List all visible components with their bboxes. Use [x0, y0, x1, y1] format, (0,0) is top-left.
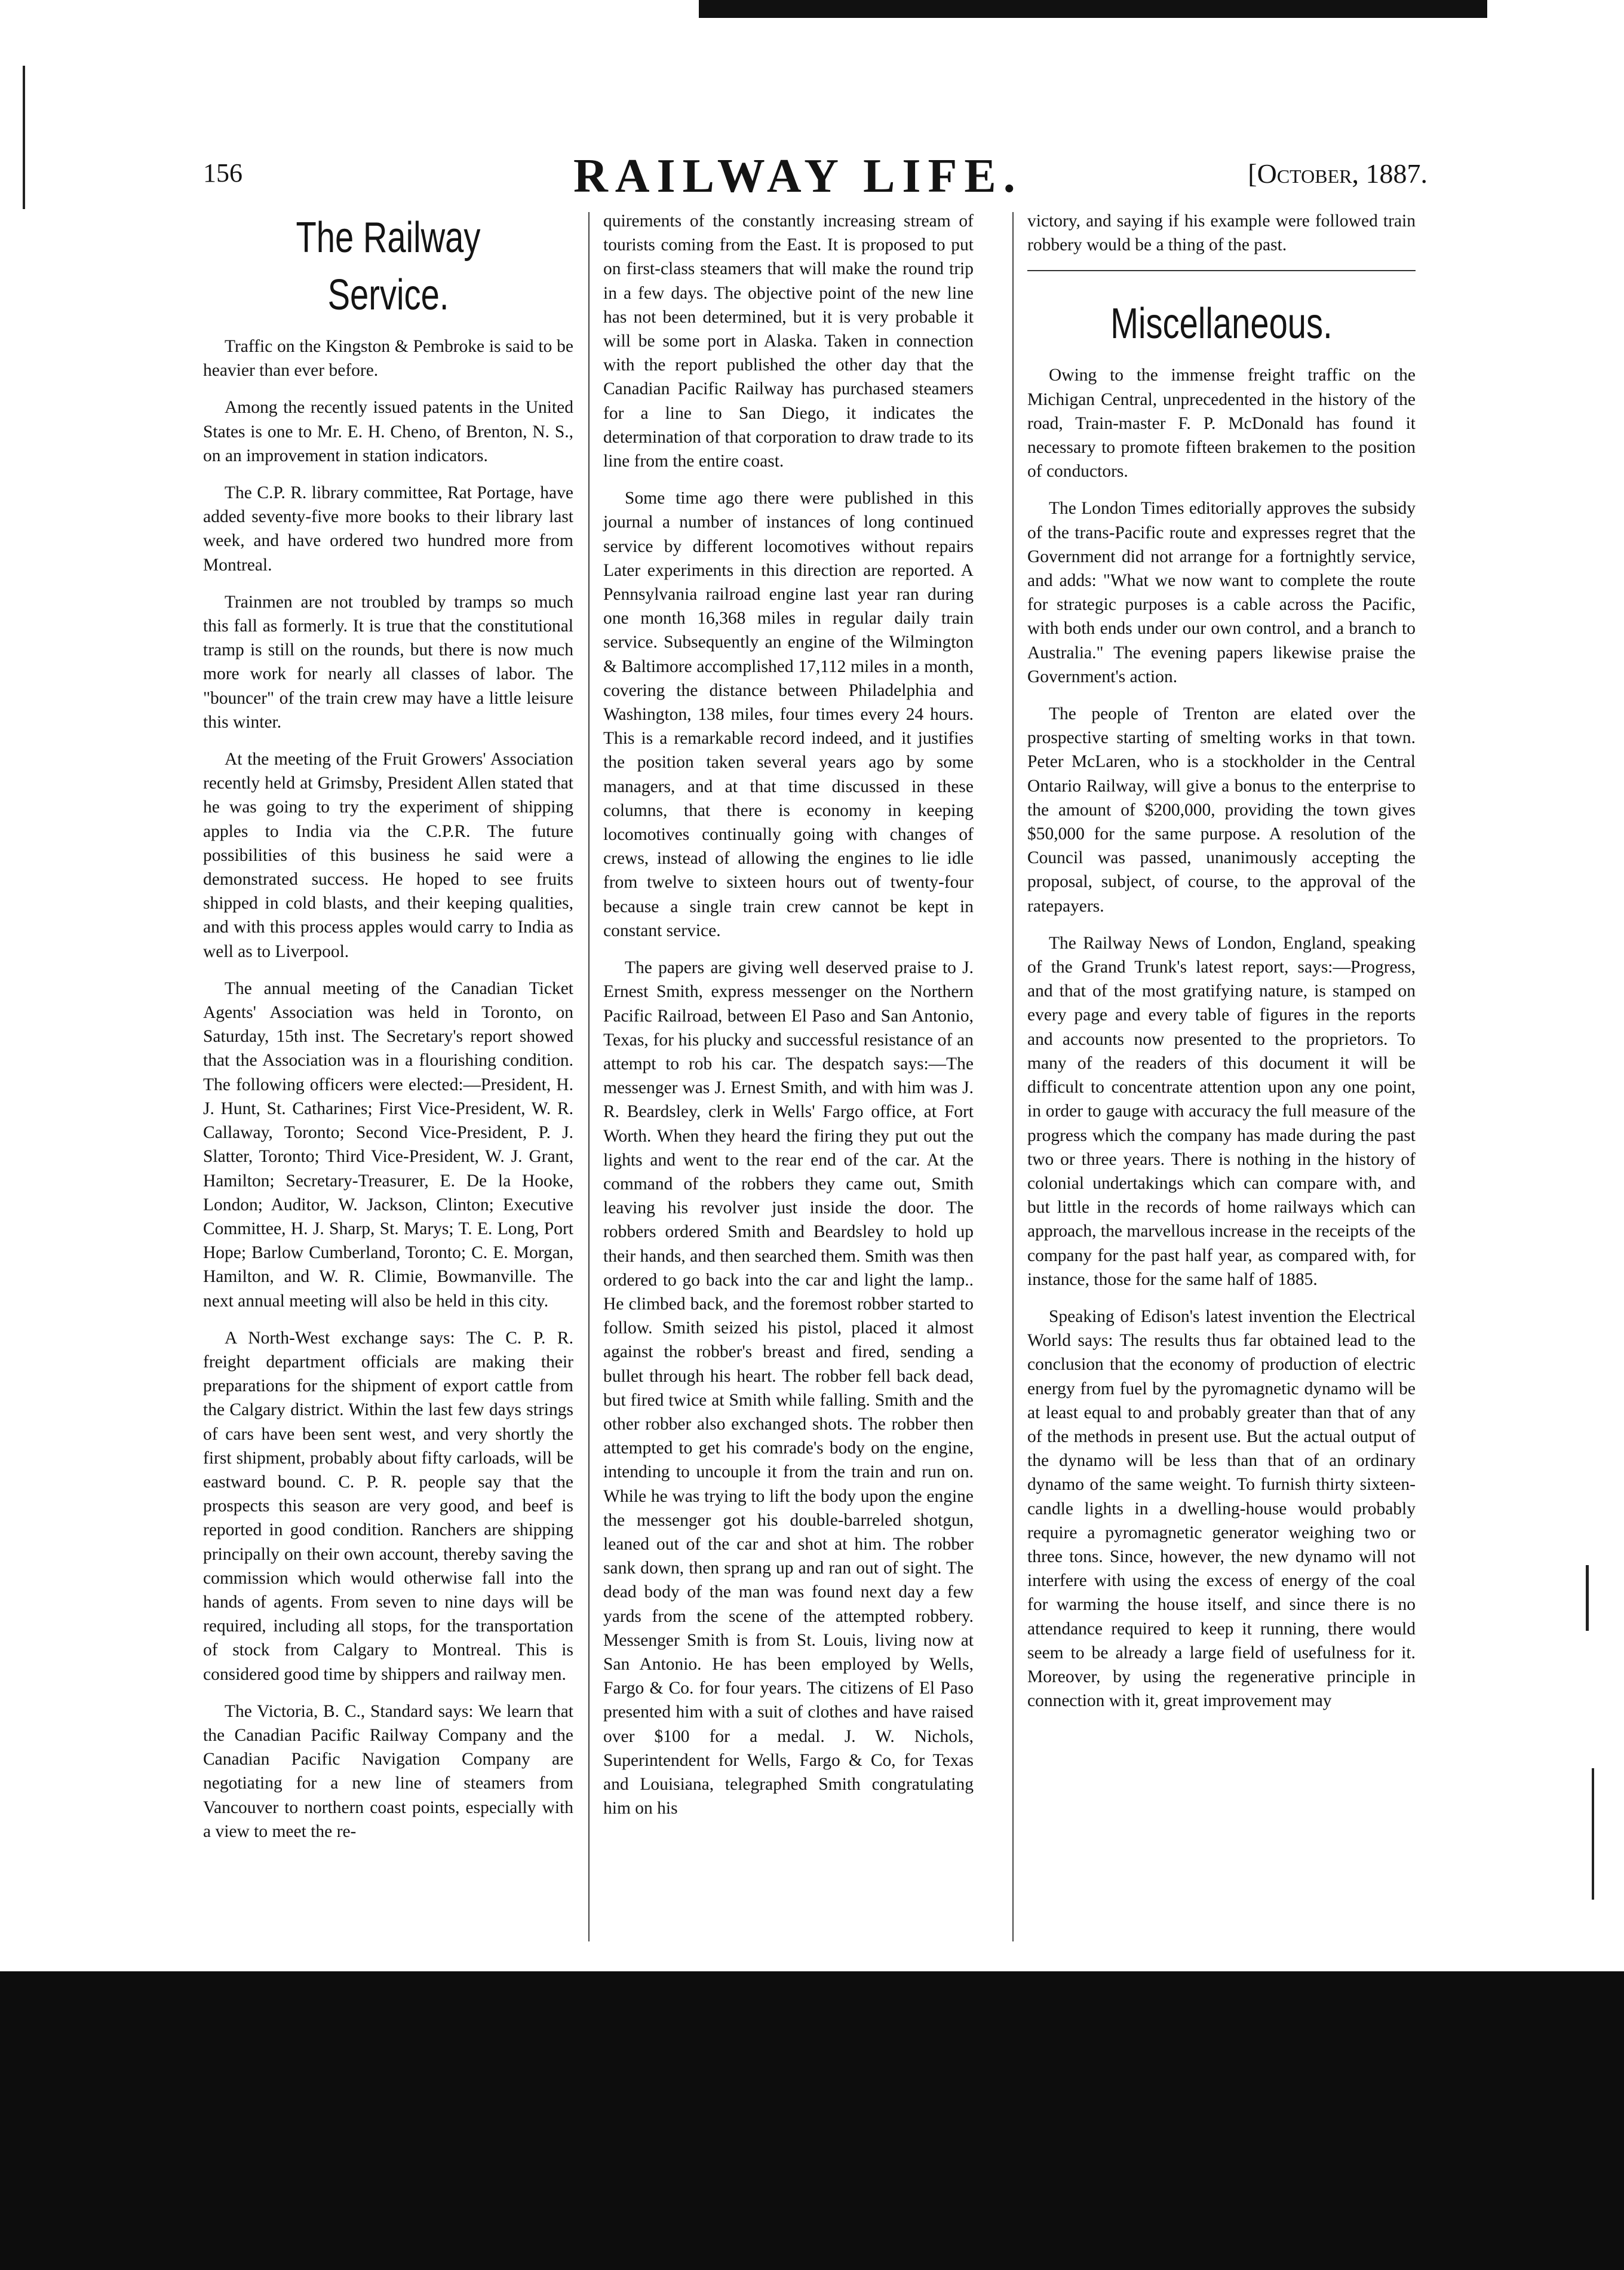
column-2 [603, 209, 974, 1833]
masthead: RAILWAY LIFE. [573, 150, 1023, 203]
paragraph: At the meeting of the Fruit Growers' Association recently held at Grimsby, President Allen stated that he was going to try the experiment of shipping apples to India via the C.P.R. The future possibilities of this business he said were a demonstrated success. He hoped to see fruits shipped in cold blasts, and their keeping qualities, and with this process apples would carry to India as well as to Liverpool. [203, 750, 573, 961]
scan-edge-mark [1586, 1565, 1589, 1631]
scan-edge-mark [1592, 1768, 1594, 1900]
column-rule [588, 212, 590, 1941]
paragraph: Some time ago there were published in this journal a number of instances of long continued service by different locomotives without repairs Later experiments in this direction are reported. A Pennsylvania railroad engine last year ran during one month 16,368 miles in regular daily train service. Subsequently an engine of the Wilmington & Baltimore accomplished 17,112 miles in a month, covering the distance between Philadelphia and Washington, 138 miles, four times every 24 hours. This is a remarkable record indeed, and it justifies the position taken several years ago by some managers, and at that time discussed in these columns, that there is economy in keeping locomotives continually going with changes of crews, instead of allowing the engines to lie idle from twelve to sixteen hours out of twenty-four because a single train crew cannot be kept in constant service. [603, 489, 974, 940]
section-divider [1027, 270, 1416, 271]
paragraph: The C.P. R. library committee, Rat Portage, have added seventy-five more books to their library last week, and have ordered two hundred more from Montreal. [203, 483, 573, 575]
paragraph: The Railway News of London, England, speaking of the Grand Trunk's latest report, says:—Progress, and that of the most gratifying nature, is stamped on every page and every table of figures in the reports and accounts now presented to the proprietors. To many of the readers of this document it will be difficult to concentrate attention upon any one point, in order to gauge with accuracy the full measure of the progress which the company has made during the past two or three years. There is nothing in the history of colonial undertakings which can compare with, and but little in the records of home railways which can approach, the marvellous increase in the receipts of the company for the past half year, as compared with, for instance, those for the same half of 1885. [1027, 933, 1416, 1289]
paragraph: Trainmen are not troubled by tramps so much this fall as formerly. It is true that the constitutional tramp is still on the rounds, but there is now much more work for nearly all classes of labor. The "bouncer" of the train crew may have a little leisure this winter. [203, 592, 573, 732]
column-1 [203, 209, 573, 1857]
paragraph: victory, and saying if his example were followed train robbery would be a thing of the past. [1027, 211, 1416, 255]
paragraph: quirements of the constantly increasing stream of tourists coming from the East. It is proposed to put on first-class steamers that will make the round trip in a few days. The objective point of the new line has not been determined, but it is very probable it will be some port in Alaska. Taken in connection with the report published the other day that the Canadian Pacific Railway has purchased steamers for a line to San Diego, it indicates the determination of that corporation to draw trade to its line from the entire coast. [603, 211, 974, 471]
running-head [203, 149, 1427, 203]
paragraph: The people of Trenton are elated over the prospective starting of smelting works in that town. Peter McLaren, who is a stockholder in the Central Ontario Railway, will give a bonus to the enterprise to the amount of $200,000, providing the town gives $50,000 for the same purpose. A resolution of the Council was passed, unanimously accepting the proposal, subject, of course, to the approval of the ratepayers. [1027, 704, 1416, 916]
paragraph: The Victoria, B. C., Standard says: We learn that the Canadian Pacific Railway Company and the Canadian Pacific Navigation Company are negotiating for a new line of steamers from Vancouver to northern coast points, especially with a view to meet the re- [203, 1701, 573, 1841]
section-title: The Railway Service. [296, 214, 481, 319]
scan-border-top [699, 0, 1487, 18]
paragraph: The London Times editorially approves the subsidy of the trans-Pacific route and expresses regret that the Government did not arrange for a fortnightly service, and adds: "What we now want to complete the route for strategic purposes is a cable across the Pacific, with both ends under our own control, and a branch to Australia." The evening papers likewise praise the Government's action. [1027, 499, 1416, 686]
page-number: 156 [203, 158, 242, 188]
paragraph: Among the recently issued patents in the United States is one to Mr. E. H. Cheno, of Brenton, N. S., on an improvement in station indicators. [203, 398, 573, 465]
issue-date: [October, 1887. [1248, 158, 1427, 189]
paragraph: Speaking of Edison's latest invention the Electrical World says: The results thus far obtained lead to the conclusion that the economy of production of electric energy from fuel by the pyromagnetic dynamo will be at least equal to and probably greater than that of any of the methods in present use. But the actual output of the dynamo will be less than that of an ordinary dynamo of the same weight. To furnish thirty sixteen-candle lights in a dwelling-house would probably require a pyromagnetic generator weighing two or three tons. Since, however, the new dynamo will not interfere with using the excess of energy of the coal for warming the house itself, and since there is no attendance required to keep it running, there would seem to be already a large field of usefulness for it. Moreover, by using the regenerative principle in connection with it, great improvement may [1027, 1306, 1416, 1711]
section-title: Miscellaneous. [1110, 300, 1333, 348]
scan-edge-mark [23, 66, 25, 209]
paragraph: The annual meeting of the Canadian Ticket Agents' Association was held in Toronto, on Saturday, 15th inst. The Secretary's report showed that the Association was in a flourishing condition. The following officers were elected:—President, H. J. Hunt, St. Catharines; First Vice-President, W. R. Callaway, Toronto; Second Vice-President, P. J. Slatter, Toronto; Third Vice-President, W. J. Grant, Hamilton; Secretary-Treasurer, E. De la Hooke, London; Auditor, W. Jackson, Clinton; Executive Committee, H. J. Sharp, St. Marys; T. E. Long, Port Hope; Barlow Cumberland, Toronto; C. E. Morgan, Hamilton, and W. R. Climie, Bowmanville. The next annual meeting will also be held in this city. [203, 978, 573, 1311]
paragraph: The papers are giving well deserved praise to J. Ernest Smith, express messenger on the Northern Pacific Railroad, between El Paso and San Antonio, Texas, for his plucky and successful resistance of an attempt to rob his car. The despatch says:—The messenger was J. Ernest Smith, and with him was J. R. Beardsley, clerk in Wells' Fargo office, at Fort Worth. When they heard the firing they put out the lights and went to the rear end of the car. At the command of the robbers they came out, Smith leaving his revolver just inside the door. The robbers ordered Smith and Beardsley to hold up their hands, and then searched them. Smith was then ordered to go back into the car and light the lamp.. He climbed back, and the foremost robber started to follow. Smith seized his pistol, placed it almost against the robber's breast and fired, sending a bullet through his heart. The robber fell back dead, but fired twice at Smith while falling. Smith and the other robber also exchanged shots. The robber then attempted to get his comrade's body on the engine, intending to uncouple it from the train and run on. While he was trying to lift the body upon the engine the messenger got his double-barreled shotgun, leaned out of the car and shot at him. The robber sank down, then sprang up and ran out of sight. The dead body of the man was found next day a few yards from the scene of the attempted robbery. Messenger Smith is from St. Louis, living now at San Antonio. He has been employed by Wells, Fargo & Co. for four years. The citizens of El Paso presented him with a suit of clothes and have raised over $100 for a medal. J. W. Nichols, Superintendent for Wells, Fargo & Co, for Texas and Louisiana, telegraphed Smith congratulating him on his [603, 958, 974, 1818]
scan-border-bottom [0, 1971, 1624, 2270]
column-3 [1027, 209, 1416, 1726]
paragraph: A North-West exchange says: The C. P. R. freight department officials are making their preparations for the shipment of export cattle from the Calgary district. Within the last few days strings of cars have been sent west, and very shortly the first shipment, probably about fifty carloads, will be eastward bound. C. P. R. people say that the prospects this season are very good, and beef is reported in good condition. Ranchers are shipping principally on their own account, thereby saving the commission which would otherwise fall into the hands of agents. From seven to nine days will be required, including all stops, for the transportation of stock from Calgary to Montreal. This is considered good time by shippers and railway men. [203, 1328, 573, 1684]
paragraph: Owing to the immense freight traffic on the Michigan Central, unprecedented in the history of the road, Train-master F. P. McDonald has found it necessary to promote fifteen brakemen to the position of conductors. [1027, 366, 1416, 481]
paragraph: Traffic on the Kingston & Pembroke is said to be heavier than ever before. [203, 337, 573, 381]
column-rule [1012, 212, 1014, 1941]
